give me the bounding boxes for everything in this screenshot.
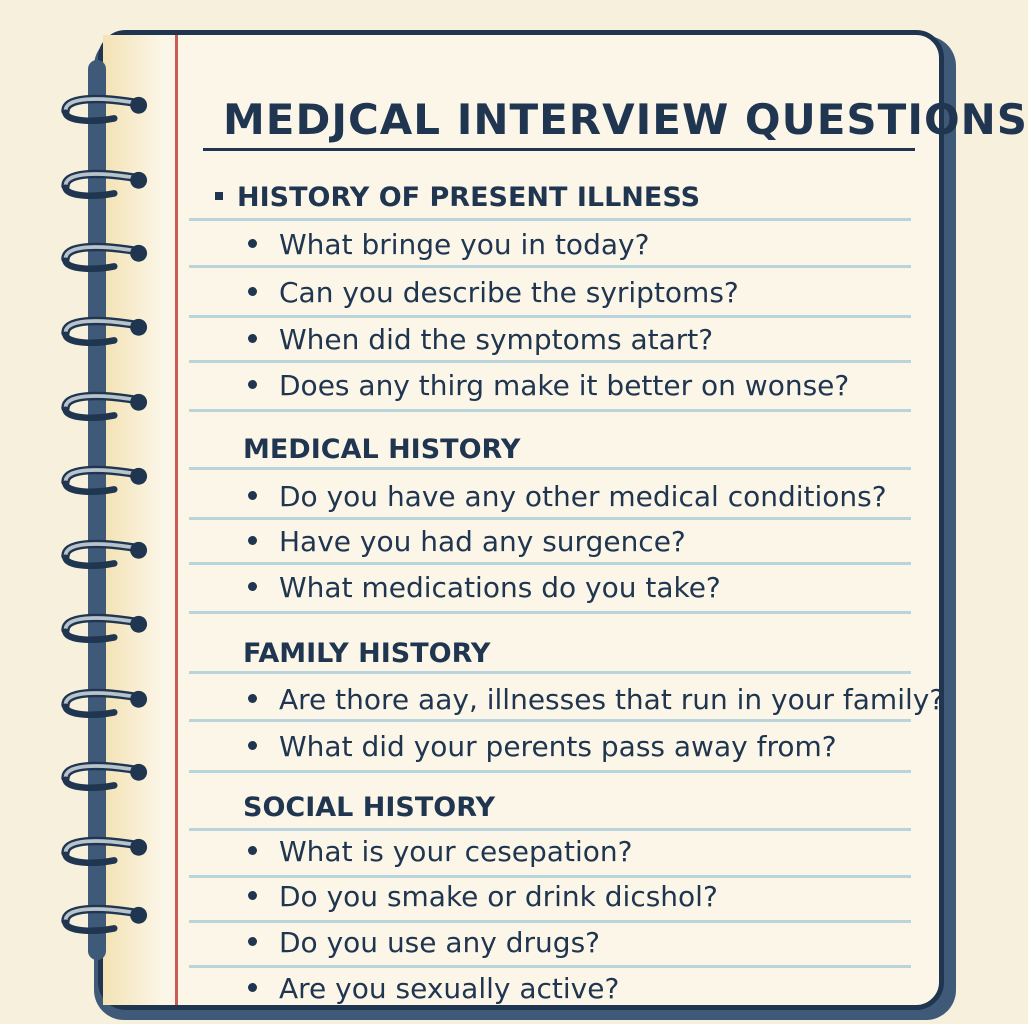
spiral-ring-icon [58,165,148,203]
bullet-dot-icon [248,491,257,500]
spiral-ring-icon [58,832,148,870]
question-item [248,972,619,1005]
square-bullet-icon [215,192,223,200]
question-text: Can you describe the syriptoms? [279,276,739,309]
question-text: Does any thirg make it better on wonse? [279,369,850,402]
bullet-dot-icon [248,937,257,946]
ruled-line [189,611,911,614]
ruled-line [189,265,911,268]
question-item [248,369,849,402]
spiral-ring-icon [58,609,148,647]
spiral-ring-icon [58,535,148,573]
spiral-ring-icon [58,757,148,795]
ruled-line [189,965,911,968]
ruled-line [189,360,911,363]
ruled-line [189,671,911,674]
title-underline [203,148,915,151]
ruled-line [189,218,911,221]
spiral-ring-icon [58,684,148,722]
question-text: Have you had any surgence? [279,525,686,558]
question-text: What medications do you take? [279,571,721,604]
question-item [248,480,887,513]
question-text: Are you sexually active? [279,972,620,1005]
question-item [248,276,739,309]
question-text: Do you smake or drink dicshol? [279,880,718,913]
ruled-line [189,719,911,722]
ruled-line [189,467,911,470]
question-item [248,926,600,959]
question-item [248,835,632,868]
ruled-line [189,409,911,412]
spiral-ring-icon [58,387,148,425]
margin-line [175,35,178,1005]
question-text: Do you have any other medical conditions? [279,480,887,513]
spiral-ring-icon [58,461,148,499]
bullet-dot-icon [248,891,257,900]
notebook-page [98,30,1028,1010]
question-item [248,228,649,261]
ruled-line [189,770,911,773]
bullet-dot-icon [248,846,257,855]
question-item [248,525,686,558]
section-heading-medical-history: MEDICAL HISTORY [243,434,521,465]
question-text: What bringe you in today? [279,228,650,261]
bullet-dot-icon [248,536,257,545]
question-text: What did your perents pass away from? [279,730,837,763]
question-text: Are thore aay, illnesses that run in your family? [279,683,945,716]
ruled-line [189,315,911,318]
spiral-ring-icon [58,238,148,276]
section-heading-text: HISTORY OF PRESENT ILLNESS [237,182,701,213]
bullet-dot-icon [248,582,257,591]
ruled-line [189,517,911,520]
bullet-dot-icon [248,334,257,343]
question-text: What is your cesepation? [279,835,633,868]
bullet-dot-icon [248,239,257,248]
question-item [248,880,718,913]
bullet-dot-icon [248,380,257,389]
ruled-line [189,875,911,878]
question-item [248,683,944,716]
section-heading-family-history: FAMILY HISTORY [243,638,491,669]
question-item [248,730,837,763]
question-item [248,571,721,604]
bullet-dot-icon [248,983,257,992]
ruled-line [189,562,911,565]
spiral-ring-icon [58,312,148,350]
bullet-dot-icon [248,741,257,750]
section-heading-social-history: SOCIAL HISTORY [243,792,496,823]
page-title: MEDJCAL INTERVIEW QUESTIONS [223,95,1028,144]
section-heading-present-illness [215,182,700,213]
question-item [248,323,713,356]
ruled-line [189,920,911,923]
spiral-ring-icon [58,90,148,128]
bullet-dot-icon [248,694,257,703]
bullet-dot-icon [248,287,257,296]
question-text: When did the symptoms atart? [279,323,714,356]
spiral-ring-icon [58,900,148,938]
ruled-line [189,828,911,831]
question-text: Do you use any drugs? [279,926,601,959]
